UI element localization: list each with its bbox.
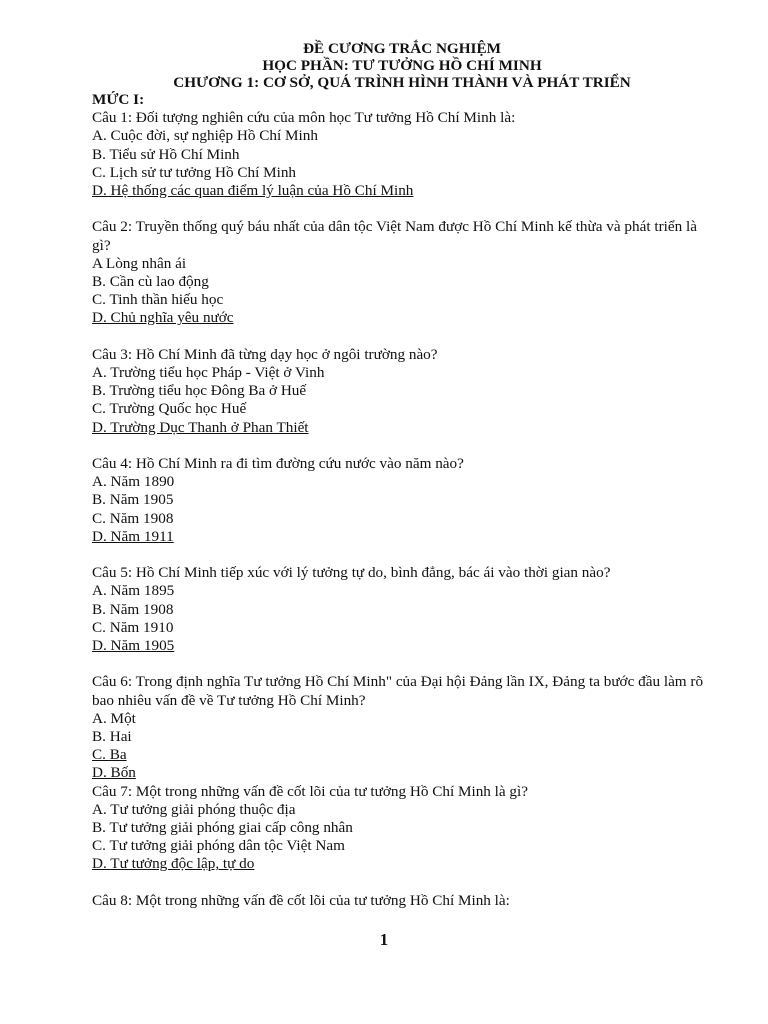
- option-d-correct: D. Năm 1911: [92, 527, 174, 545]
- course-title: HỌC PHẦN: TƯ TƯỞNG HỒ CHÍ MINH: [262, 57, 542, 74]
- option-b: B. Trường tiểu học Đông Ba ở Huế: [92, 382, 307, 400]
- option-c: C. Năm 1910: [92, 618, 174, 636]
- option-c: C. Lịch sử tư tưởng Hồ Chí Minh: [92, 163, 297, 181]
- option-d-correct: D. Năm 1905: [92, 637, 175, 655]
- option-d-correct: D. Hệ thống các quan điểm lý luận của Hồ Chí Minh: [92, 182, 414, 200]
- question-6: [92, 673, 712, 782]
- option-b: B. Tiểu sử Hồ Chí Minh: [92, 145, 240, 163]
- option-b: B. Cần cù lao động: [92, 273, 209, 291]
- question-text: Câu 5: Hồ Chí Minh tiếp xúc với lý tưởng tự do, bình đẳng, bác ái vào thời gian nào?: [92, 564, 611, 582]
- option-a: A Lòng nhân ái: [92, 254, 187, 272]
- option-d-correct: D. Bốn: [92, 764, 136, 782]
- option-a: A. Tư tưởng giải phóng thuộc địa: [92, 800, 296, 818]
- option-d-correct: D. Trường Dục Thanh ở Phan Thiết: [92, 418, 309, 436]
- question-text: Câu 7: Một trong những vấn đề cốt lõi của tư tưởng Hồ Chí Minh là gì?: [92, 782, 528, 800]
- question-3: [92, 346, 712, 437]
- option-c: C. Tư tưởng giải phóng dân tộc Việt Nam: [92, 837, 345, 855]
- question-4: [92, 455, 712, 546]
- spacer: [92, 328, 712, 346]
- question-2: [92, 218, 712, 327]
- option-a: A. Một: [92, 709, 136, 727]
- document-title: ĐỀ CƯƠNG TRẮC NGHIỆM: [303, 40, 501, 57]
- spacer: [92, 546, 712, 564]
- page-number: 1: [379, 930, 389, 949]
- question-1: [92, 109, 712, 200]
- option-b: B. Hai: [92, 728, 132, 746]
- question-8: [92, 892, 712, 910]
- spacer: [92, 874, 712, 892]
- option-a: A. Năm 1895: [92, 582, 175, 600]
- option-a: A. Cuộc đời, sự nghiệp Hồ Chí Minh: [92, 127, 318, 145]
- option-c: C. Tinh thần hiếu học: [92, 291, 224, 309]
- option-d-correct: D. Chủ nghĩa yêu nước: [92, 309, 234, 327]
- spacer: [92, 437, 712, 455]
- question-text: Câu 3: Hồ Chí Minh đã từng dạy học ở ngôi trường nào?: [92, 345, 438, 363]
- option-a: A. Trường tiểu học Pháp - Việt ở Vinh: [92, 364, 325, 382]
- question-text: Câu 1: Đối tượng nghiên cứu của môn học Tư tưởng Hồ Chí Minh là:: [92, 109, 516, 127]
- question-7: [92, 783, 712, 874]
- option-b: B. Năm 1905: [92, 491, 174, 509]
- option-b: B. Năm 1908: [92, 600, 174, 618]
- level-heading: MỨC I:: [92, 91, 145, 108]
- question-text: Câu 8: Một trong những vấn đề cốt lõi của tư tưởng Hồ Chí Minh là:: [92, 891, 510, 909]
- document-page: [92, 40, 712, 910]
- question-text: Câu 6: Trong định nghĩa Tư tưởng Hồ Chí Minh" của Đại hội Đảng lần IX, Đảng ta bước đầu làm rõ bao nhiêu vấn đề về Tư tưởng Hồ Chí Minh?: [92, 673, 704, 709]
- question-5: [92, 564, 712, 655]
- question-text: Câu 4: Hồ Chí Minh ra đi tìm đường cứu nước vào năm nào?: [92, 455, 464, 473]
- option-b: B. Tư tưởng giải phóng giai cấp công nhân: [92, 819, 353, 837]
- spacer: [92, 200, 712, 218]
- option-a: A. Năm 1890: [92, 473, 175, 491]
- question-text: Câu 2: Truyền thống quý báu nhất của dân tộc Việt Nam được Hồ Chí Minh kế thừa và phát triển là gì?: [92, 218, 697, 254]
- option-d-correct: D. Tư tưởng độc lập, tự do: [92, 855, 255, 873]
- chapter-title: CHƯƠNG 1: CƠ SỞ, QUÁ TRÌNH HÌNH THÀNH VÀ PHÁT TRIỂN: [173, 74, 631, 91]
- document-header: [92, 40, 712, 91]
- spacer: [92, 655, 712, 673]
- option-c: C. Trường Quốc học Huế: [92, 400, 247, 418]
- option-c: C. Năm 1908: [92, 509, 174, 527]
- option-c-correct: C. Ba: [92, 746, 127, 764]
